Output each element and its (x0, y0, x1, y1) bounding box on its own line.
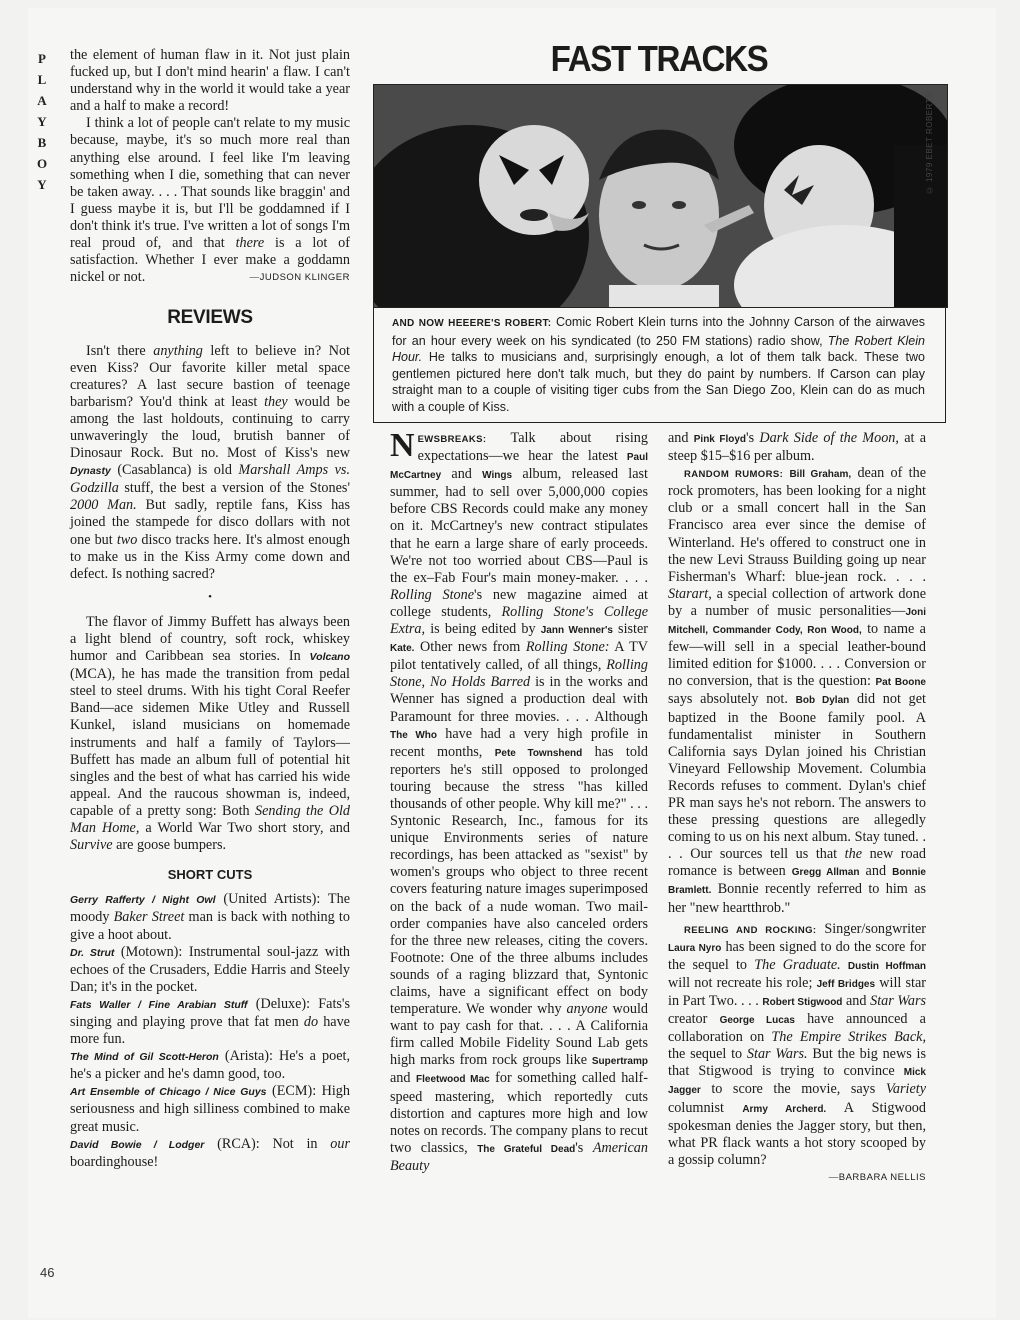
section-bullet: • (208, 590, 212, 603)
photo-caption: AND NOW HEEERE'S ROBERT: Comic Robert Klein turns into the Johnny Carson of the airwaves for an hour every week on his syndicated (to 250 FM stations) radio show, The Robert Klein Hour. He talks to musicians and, surprisingly enough, a lot of them talk back. These two gentlemen pictured here don't talk much, but they do paint by numbers. If Carson can play straight man to a couple of visiting tiger cubs from the San Diego Zoo, Klein can do as much with a couple of Kiss. (373, 306, 946, 423)
page-number: 46 (40, 1265, 55, 1280)
newsbreaks-continued: and Pink Floyd's Dark Side of the Moon, at a steep $15–$16 per album. (668, 430, 926, 465)
fast-tracks-title: FAST TRACKS (550, 38, 768, 79)
kiss-klein-photo (373, 84, 948, 308)
short-cut-item: Art Ensemble of Chicago / Nice Guys (ECM): High seriousness and high silliness combined to make great music. (70, 1083, 350, 1135)
label-letter: P (38, 51, 46, 66)
short-cut-item: The Mind of Gil Scott-Heron (Arista): He's a poet, he's a picker and he's damn good, too. (70, 1048, 350, 1083)
label-letter: Y (37, 177, 47, 192)
newsbreaks-paragraph: NEWSBREAKS: Talk about rising expectations—we hear the latest Paul McCartney and Wings album, released last summer, had to sell over 5,000,000 copies before CBS Records could make any money on it. McCartney's new contract stipulates that he earn a large share of early proceeds. We're not too worried about CBS—Paul is the ex–Fab Four's main money-maker. . . . Rolling Stone's new magazine aimed at college students, Rolling Stone's College Extra, is being edited by Jann Wenner's sister Kate. Other news from Rolling Stone: A TV pilot tentatively called, of all things, Rolling Stone, No Holds Barred is in the works and Wenner has signed a production deal with Paramount for three movies. . . . Although The Who have had a very high profile in recent months, Pete Townshend has told reporters he's still opposed to prolonged touring because the stress "has killed thousands of other people. Why kill me?" . . . Syntonic Research, Inc., famous for its unique Environments series of nature recordings, has been attacked as "sexist" by women's groups who object to three recent covers featuring nature images superimposed on the back of a nude woman. Two mail-order companies have also canceled orders for the three new releases, citing the covers. Footnote: One of the three albums includes sounds of a raging blizzard that, Syntonic claims, have a significant effect on body temperature. We wonder why anyone would want to pay cash for that. . . . A California firm called Mobile Fidelity Sound Lab gets high marks from rock groups like Supertramp and Fleetwood Mac for something called half-speed mastering, which reportedly cuts distortion and captures more high and low notes on records. The company plans to recut two classics, The Grateful Dead's American Beauty (390, 427, 649, 1174)
label-letter: B (37, 135, 47, 150)
buffett-review: The flavor of Jimmy Buffett has always been a light blend of country, soft rock, whiskey humor and Caribbean sea stories. In Volcano (MCA), he has made the transition from pedal steel to steel drums. With his tight Coral Reefer Band—ace sidemen Mike Utley and Russell Kunkel, island musicians on homemade instruments and half a family of Taylors—Buffett has made an album full of potential hit singles and the best of what has carried his wide appeal. And the raucous showman is, indeed, capable of a pretty song: Both Sending the Old Man Home, a World War Two short story, and Survive are goose bumpers. (70, 613, 350, 854)
random-rumors-paragraph: RANDOM RUMORS: Bill Graham, dean of the rock promoters, has been looking for a night club or a small concert hall in the San Francisco area ever since the demise of Winterland. He's offered to construct one in the new Levi Strauss Building going up near Fisherman's Wharf: blue-jean rock. . . . Starart, a special collection of artwork done by a number of music personalities—Joni Mitchell, Commander Cody, Ron Wood, to name a few—will sell in a special leather-bound limited edition for $1000. . . . Conversion or no conversion, that is the question: Pat Boone says absolutely not. Bob Dylan did not get baptized in the Boone family pool. A fundamentalist minister in Southern California says Dylan joined his Christian Vineyard Fellowship Movement. Columbia Records refuses to comment. Dylan's chief PR man says he's not reborn. The answers to these pressing questions are allegedly coming to us on his next album. Stay tuned. . . . Our sources tell us that the new road romance is between Gregg Allman and Bonnie Bramlett. Bonnie recently referred to him as her "new heartthrob." (668, 465, 926, 916)
short-cuts-heading: SHORT CUTS (167, 867, 253, 883)
column-reviews (70, 47, 350, 1171)
interview-ending-paragraph: the element of human flaw in it. Not just plain fucked up, but I don't mind hearin' a flaw. I can't understand why in the world it would take a year and a half to make a record! (70, 47, 350, 115)
column-newsbreaks (390, 427, 649, 1175)
reviews-heading: REVIEWS (167, 307, 253, 329)
label-letter: L (37, 72, 47, 87)
short-cut-item: Gerry Rafferty / Night Owl (United Artists): The moody Baker Street man is back with nothing to give a hoot about. (70, 891, 350, 943)
label-letter: O (36, 156, 48, 171)
reeling-rocking-paragraph: REELING AND ROCKING: Singer/songwriter Laura Nyro has been signed to do the score for the sequel to The Graduate. Dustin Hoffman will not recreate his role; Jeff Bridges will star in Part Two. . . . Robert Stigwood and Star Wars creator George Lucas have announced a collaboration on The Empire Strikes Back, the sequel to Star Wars. But the big news is that Stigwood is trying to convince Mick Jagger to score the movie, says Variety columnist Army Archerd. A Stigwood spokesman denies the Jagger story, but then, what PR flack wants a hot story scooped by a gossip column? (668, 920, 927, 1168)
kiss-review: Isn't there anything left to believe in? Not even Kiss? Our favorite killer metal space creatures? A last secure bastion of teenage barbarism? You'd think at least they would be among the last holdouts, continuing to carry unwaveringly the loud, brutish banner of Dinosaur Rock. But no. Most of Kiss's new Dynasty (Casablanca) is old Marshall Amps vs. Godzilla stuff, the best a version of the Stones' 2000 Man. But sadly, reptile fans, Kiss has joined the stampede for disco dollars with not one but two disco tracks here. It's almost enough to make us in the Kiss Army come down and defect. Is nothing sacred? (70, 342, 350, 582)
photo-illustration (374, 85, 947, 307)
byline-judson-klinger: —JUDSON KLINGER (249, 272, 350, 284)
column-rumors (668, 430, 926, 1187)
interview-closing-paragraph: I think a lot of people can't relate to my music because, maybe, it's so much more real than anything else around. I feel like I'm leaving something when I die, something that can never be taken away. . . . That sounds like braggin' and I guess maybe it is, but I'll be goddamned if I don't think it's true. I've written a lot of songs I'm real proud of, and that there is a lot of satisfaction. Whether I ever make a goddamn nickel or not. (70, 115, 351, 286)
drop-cap: N (390, 427, 415, 464)
short-cut-item: Dr. Strut (Motown): Instrumental soul-jazz with echoes of the Crusaders, Eddie Harris and Steely Dan; it's in the pocket. (70, 943, 350, 995)
label-letter: Y (37, 114, 47, 129)
short-cut-item: Fats Waller / Fine Arabian Stuff (Deluxe): Fats's singing and playing prove that fat men do have more fun. (70, 995, 350, 1048)
playboy-vertical-label (34, 48, 50, 195)
label-letter: A (37, 93, 47, 108)
byline-barbara-nellis: —BARBARA NELLIS (828, 1171, 926, 1183)
photo-credit: © 1979 EBET ROBERTS (925, 92, 934, 195)
short-cut-item: David Bowie / Lodger (RCA): Not in our boardinghouse! (70, 1135, 350, 1170)
